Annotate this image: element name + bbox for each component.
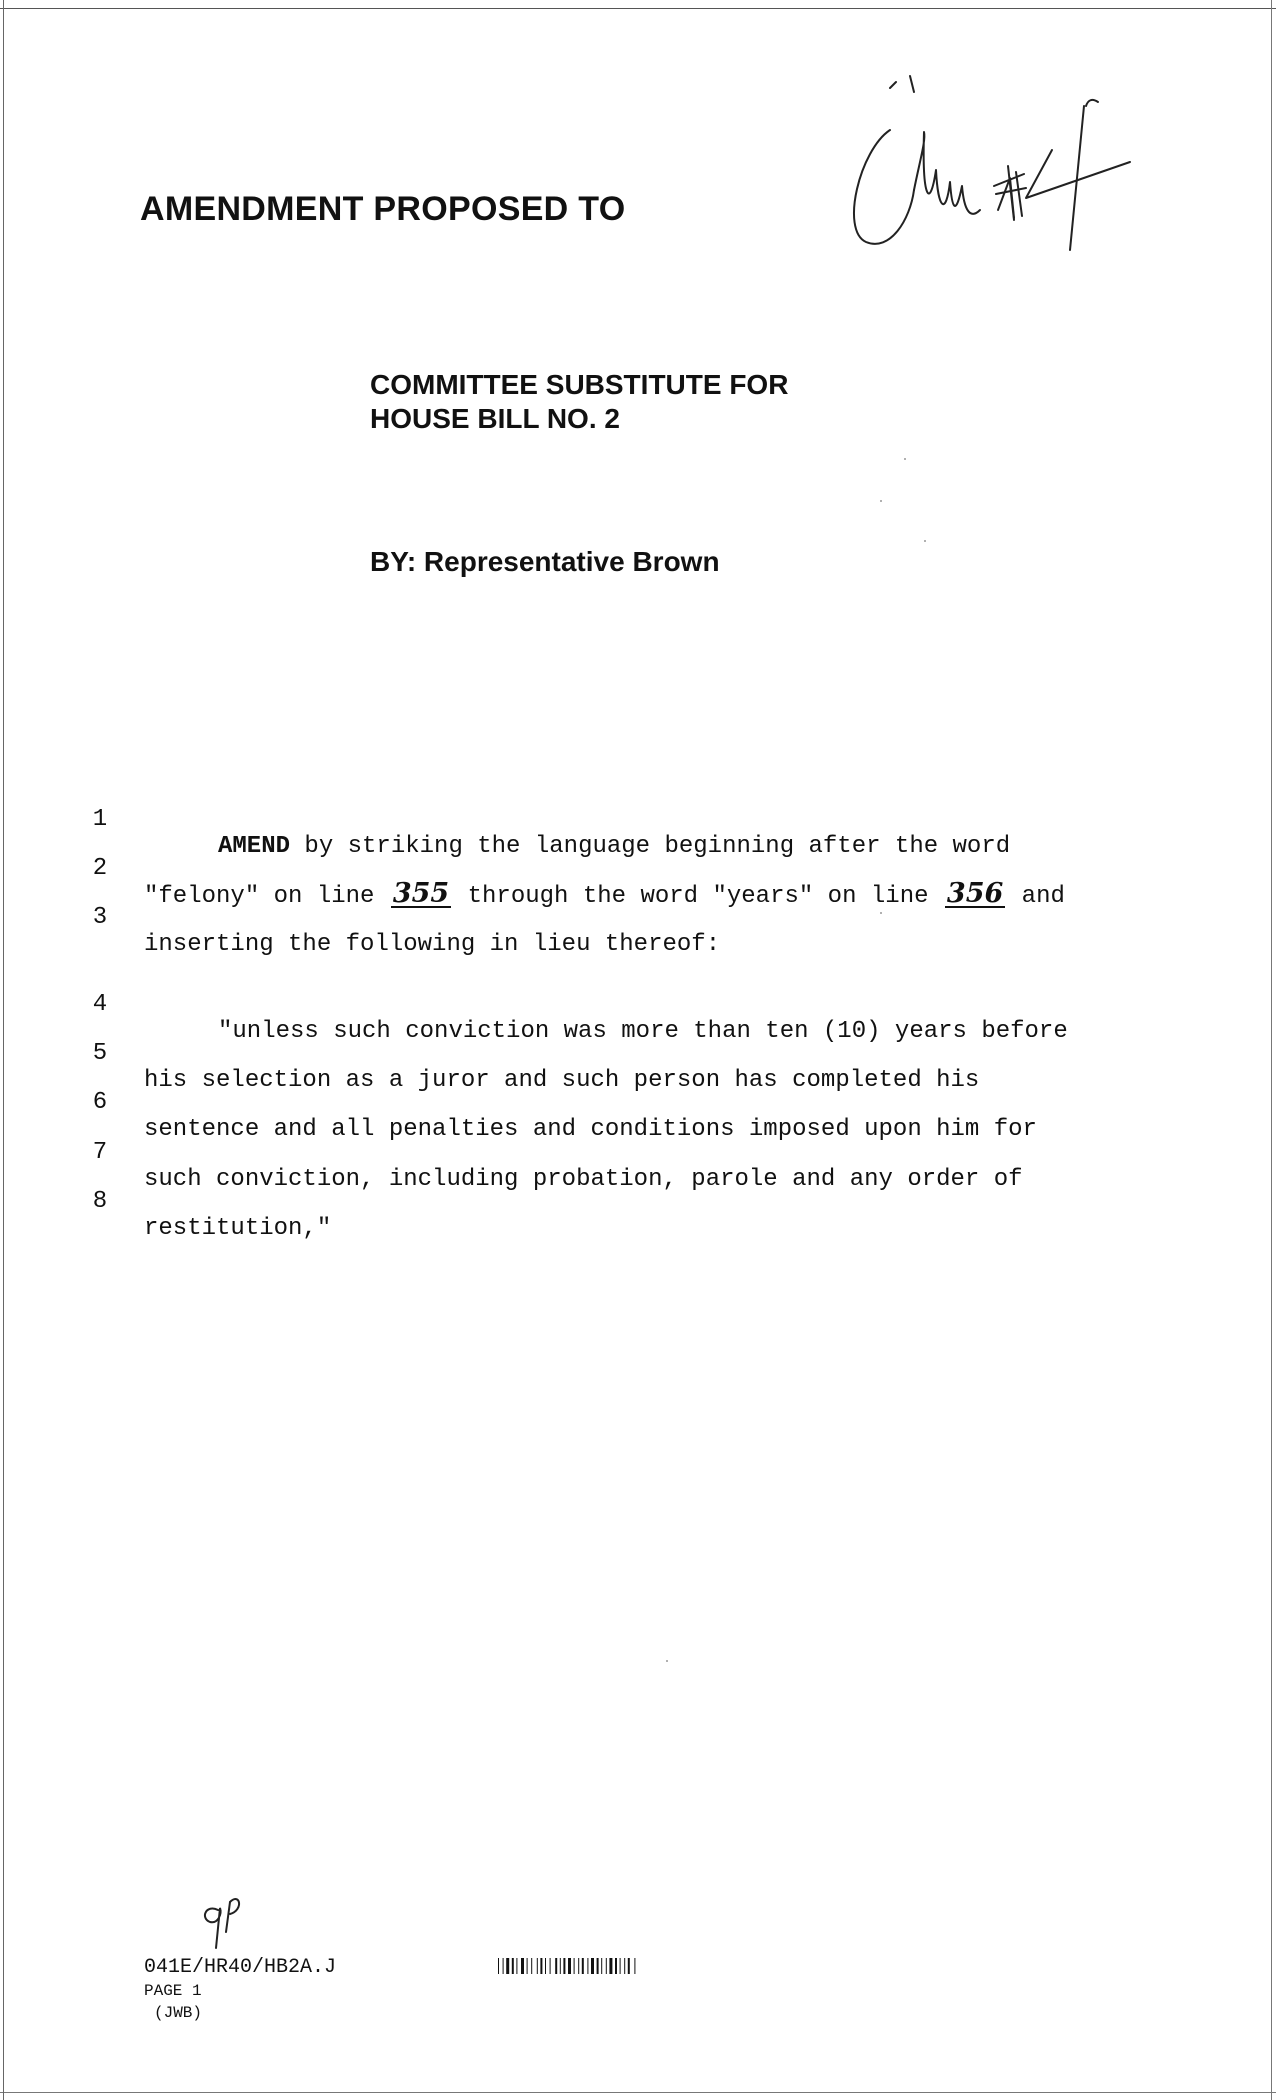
barcode (498, 1958, 708, 1974)
author-code: (JWB) (154, 2004, 203, 2022)
line-text-part: "felony" on line (144, 883, 389, 910)
line-text-rest: by striking the language beginning after the word (290, 833, 1011, 860)
scan-speck (666, 1660, 668, 1662)
line-text: inserting the following in lieu thereof: (144, 931, 721, 958)
scan-speck (904, 458, 906, 460)
line-text: "unless such conviction was more than ten (10) years before (218, 1018, 1068, 1045)
body-line (0, 877, 1276, 958)
line-number: 8 (92, 1188, 108, 1215)
amendment-title: AMENDMENT PROPOSED TO (140, 190, 626, 228)
body-line (0, 779, 1276, 860)
line-number: 4 (92, 991, 108, 1018)
sponsor-line: BY: Representative Brown (370, 546, 720, 577)
line-number: 6 (92, 1089, 108, 1116)
handwritten-initials (196, 1892, 266, 1950)
page-label: PAGE 1 (144, 1982, 202, 2000)
body-line (0, 1013, 1276, 1094)
handwritten-line-number: 356 (946, 878, 1004, 909)
line-number: 3 (92, 904, 108, 931)
body-line (0, 1112, 1276, 1193)
line-text-part: and (1007, 883, 1065, 910)
scan-speck (880, 500, 882, 502)
body-line (0, 828, 1276, 910)
body-line (0, 1161, 1276, 1242)
line-text: restitution," (144, 1215, 332, 1242)
body-line (0, 1062, 1276, 1143)
line-number: 2 (92, 855, 108, 882)
body-line (0, 964, 1276, 1045)
line-number: 7 (92, 1139, 108, 1166)
line-text: his selection as a juror and such person has completed his (144, 1067, 980, 1094)
line-text: such conviction, including probation, parole and any order of (144, 1166, 1023, 1193)
amend-keyword: AMEND (218, 833, 291, 860)
scan-speck (924, 540, 926, 542)
line-text: sentence and all penalties and conditions imposed upon him for (144, 1116, 1037, 1143)
line-text-part: through the word "years" on line (453, 883, 943, 910)
committee-line-1: COMMITTEE SUBSTITUTE FOR (370, 369, 789, 400)
committee-line-2: HOUSE BILL NO. 2 (370, 403, 620, 434)
line-number: 5 (92, 1040, 108, 1067)
line-number: 1 (92, 806, 108, 833)
scan-speck (880, 912, 882, 914)
handwritten-line-number: 355 (392, 878, 450, 909)
document-code: 041E/HR40/HB2A.J (144, 1956, 337, 1979)
